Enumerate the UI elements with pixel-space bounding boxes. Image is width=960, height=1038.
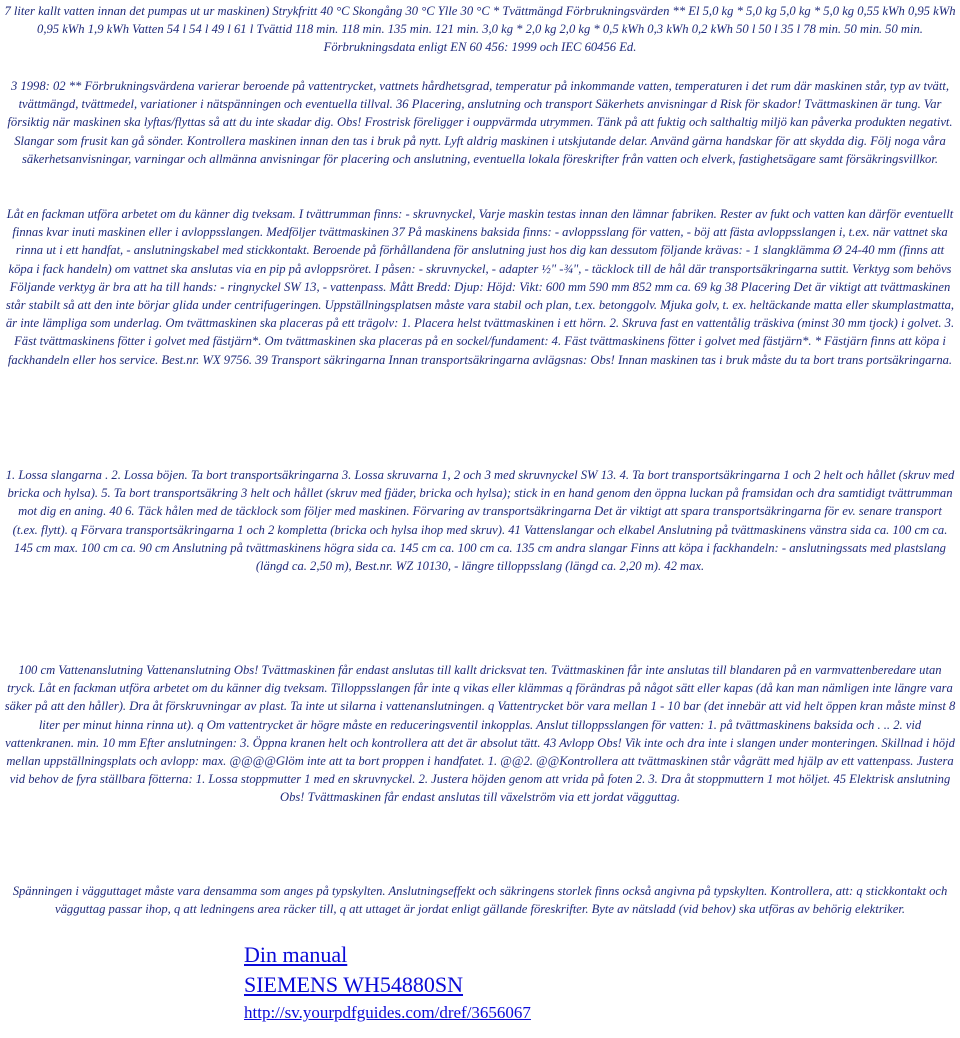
url-link[interactable]: http://sv.yourpdfguides.com/dref/3656067 [244, 1003, 531, 1022]
model-link[interactable]: SIEMENS WH54880SN [244, 972, 464, 997]
paragraph-safety: 3 1998: 02 ** Förbrukningsvärdena varierar beroende på vattentrycket, vattnets hårdhetsgrad, temperatur på inkommande vatten, temperaturen i det rum där maskinen står, typ av tvätt, tvättmängd, tvättmedel, variationer i nätspänningen och eventuella tillval. 36 Placering, anslutning och transport Säkerhets anvisningar d Risk för skador! Tvättmaskinen är tung. Var försiktig när maskinen ska lyftas/flyttas så att du inte skadar dig. Obs! Frostrisk föreligger i ouppvärmda utrymmen. Tänk på att fuktig och salthaltig miljö kan påverka produkten negativt. Slangar som frusit kan gå sönder. Kontrollera maskinen innan den tas i bruk på nytt. Lyft aldrig maskinen i utskjutande delar. Använd gärna handskar för att skydda dig. Följ noga våra säkerhetsanvisningar, varningar och allmänna anvisningar för placering och anslutning, eventuella lokala föreskrifter från vatten och elverk, fastighetsägare samt försäkringsvillkor. [7, 79, 953, 166]
paragraph-installation: Låt en fackman utföra arbetet om du känner dig tveksam. I tvättrumman finns: - skruvnyckel, Varje maskin testas innan den lämnar fabriken. Rester av fukt och vatten kan därför eventuellt finnas kvar inuti maskinen eller i avloppsslangen. Medföljer tvättmaskinen 37 På maskinens baksida finns: - avloppsslang för vatten, - böj att fästa avloppsslangen i, t.ex. när vattnet ska rinna ut i ett handfat, - anslutningskabel med stickkontakt. Beroende på förhållandena för anslutning just hos dig kan dessutom följande krävas: - 1 slangklämma Ø 24-40 mm (finns att köpa i fack handeln) om vattnet ska anslutas via en pip på avloppsröret. I påsen: - skruvnyckel, - adapter ½" -¾", - täcklock till de hål där transportsäkringarna suttit. Verktyg som behövs Följande verktyg är bra att ha till hands: - ringnyckel SW 13, - vattenpass. Mått Bredd: Djup: Höjd: Vikt: 600 mm 590 mm 852 mm ca. 69 kg 38 Placering Det är viktigt att tvättmaskinen står stabilt så att den inte börjar glida under centrifugeringen. Uppställningsplatsen måste vara stabil och plan, t.ex. betonggolv. Mjuka golv, t. ex. heltäckande matta eller skumplastmatta, är inte lämpliga som underlag. Om tvättmaskinen ska placeras på ett trägolv: 1. Placera helst tvättmaskinen i ett hörn. 2. Skruva fast en vattentålig träskiva (minst 30 mm tjock) i golvet. 3. Fäst tvättmaskinens fötter i golvet med fästjärn*. Om tvättmaskinen ska placeras på en sockel/fundament: 4. Fäst tvättmaskinens fötter i golvet med fästjärn*. * Fästjärn finns att köpa i fackhandeln eller hos service. Best.nr. WX 9756. 39 Transport säkringarna Innan transportsäkringarna avlägsnas: Obs! Innan maskinen tas i bruk måste du ta bort trans portsäkringarna. [5, 207, 955, 367]
footer-links [244, 940, 531, 1026]
paragraph-water-connection: 100 cm Vattenanslutning Vattenanslutning Obs! Tvättmaskinen får endast anslutas till kallt dricksvat ten. Tvättmaskinen får inte anslutas till blandaren på en varmvattenberedare utan tryck. Låt en fackman utföra arbetet om du känner dig tveksam. Tilloppsslangen får inte q vikas eller klämmas q förändras på något sätt eller kapas (då kan man nämligen inte längre vara säker på att den håller). Dra åt förskruvningar av plast. Ta inte ut silarna i vattenanslutningen. q Vattentrycket bör vara mellan 1 - 10 bar (det innebär att vid helt öppen kran måste minst 8 liter per minut hinna rinna ut). q Om vattentrycket är högre måste en reduceringsventil inkopplas. Anslut tilloppsslangen för vatten: 1. på tvättmaskinens baksida och . .. 2. vid vattenkranen. min. 10 mm Efter anslutningen: 3. Öppna kranen helt och kontrollera att det är absolut tätt. 43 Avlopp Obs! Vik inte och dra inte i slangen under monteringen. Skillnad i höjd mellan uppställningsplats och avlopp: max. @@@@Glöm inte att ta bort proppen i handfatet. 1. @@2. @@Kontrollera att tvättmaskinen står vågrätt med hjälp av ett vattenpass. Justera vid behov de fyra ställbara fötterna: 1. Lossa stoppmutter 1 med en skruvnyckel. 2. Justera höjden genom att vrida på foten 2. 3. Dra åt stoppmuttern 1 mot höljet. 45 Elektrisk anslutning Obs! Tvättmaskinen får endast anslutas till växelström via ett jordat vägguttag. [4, 663, 956, 805]
paragraph-consumption-table: 7 liter kallt vatten innan det pumpas ut ur maskinen) Strykfritt 40 °C Skongång 30 °C Ylle 30 °C * Tvättmängd Förbrukningsvärden ** El 5,0 kg * 5,0 kg 5,0 kg * 5,0 kg 0,55 kWh 0,95 kWh 0,95 kWh 1,9 kWh Vatten 54 l 54 l 49 l 61 l Tvättid 118 min. 118 min. 135 min. 121 min. 3,0 kg * 2,0 kg 2,0 kg * 0,5 kWh 0,3 kWh 0,2 kWh 50 l 50 l 35 l 78 min. 50 min. 50 min. Förbrukningsdata enligt EN 60 456: 1999 och IEC 60456 Ed. [4, 4, 956, 55]
paragraph-transport: 1. Lossa slangarna . 2. Lossa böjen. Ta bort transportsäkringarna 3. Lossa skruvarna 1, 2 och 3 med skruvnyckel SW 13. 4. Ta bort transportsäkringarna 1 och 2 helt och hållet (skruv med bricka och hylsa). 5. Ta bort transportsäkring 3 helt och hållet (skruv med fjäder, bricka och hylsa); stick in en hand genom den öppna luckan på framsidan och dra samtidigt tvättrumman mot dig en aning. 40 6. Täck hålen med de täcklock som följer med maskinen. Förvaring av transportsäkringarna Det är viktigt att spara transportsäkringarna för ev. senare transport (t.ex. flytt). q Förvara transportsäkringarna 1 och 2 kompletta (bricka och hylsa ihop med skruv). 41 Vattenslangar och elkabel Anslutning på tvättmaskinens vänstra sida ca. 100 cm ca. 145 cm max. 100 cm ca. 90 cm Anslutning på tvättmaskinens högra sida ca. 145 cm ca. 100 cm ca. 135 cm andra slangar Finns att köpa i fackhandeln: - anslutningssats med plastslang (längd ca. 2,50 m), Best.nr. WZ 10130, - längre tilloppsslang (längd ca. 2,20 m). 42 max. [5, 468, 955, 574]
manual-link[interactable]: Din manual [244, 942, 348, 967]
paragraph-electrical: Spänningen i vägguttaget måste vara densamma som anges på typskylten. Anslutningseffekt och säkringens storlek finns också angivna på typskylten. Kontrollera, att: q stickkontakt och vägguttag passar ihop, q att ledningens area räcker till, q att uttaget är jordat enligt gällande föreskrifter. Byte av nätsladd (vid behov) ska utföras av behörig elektriker. [12, 884, 948, 917]
